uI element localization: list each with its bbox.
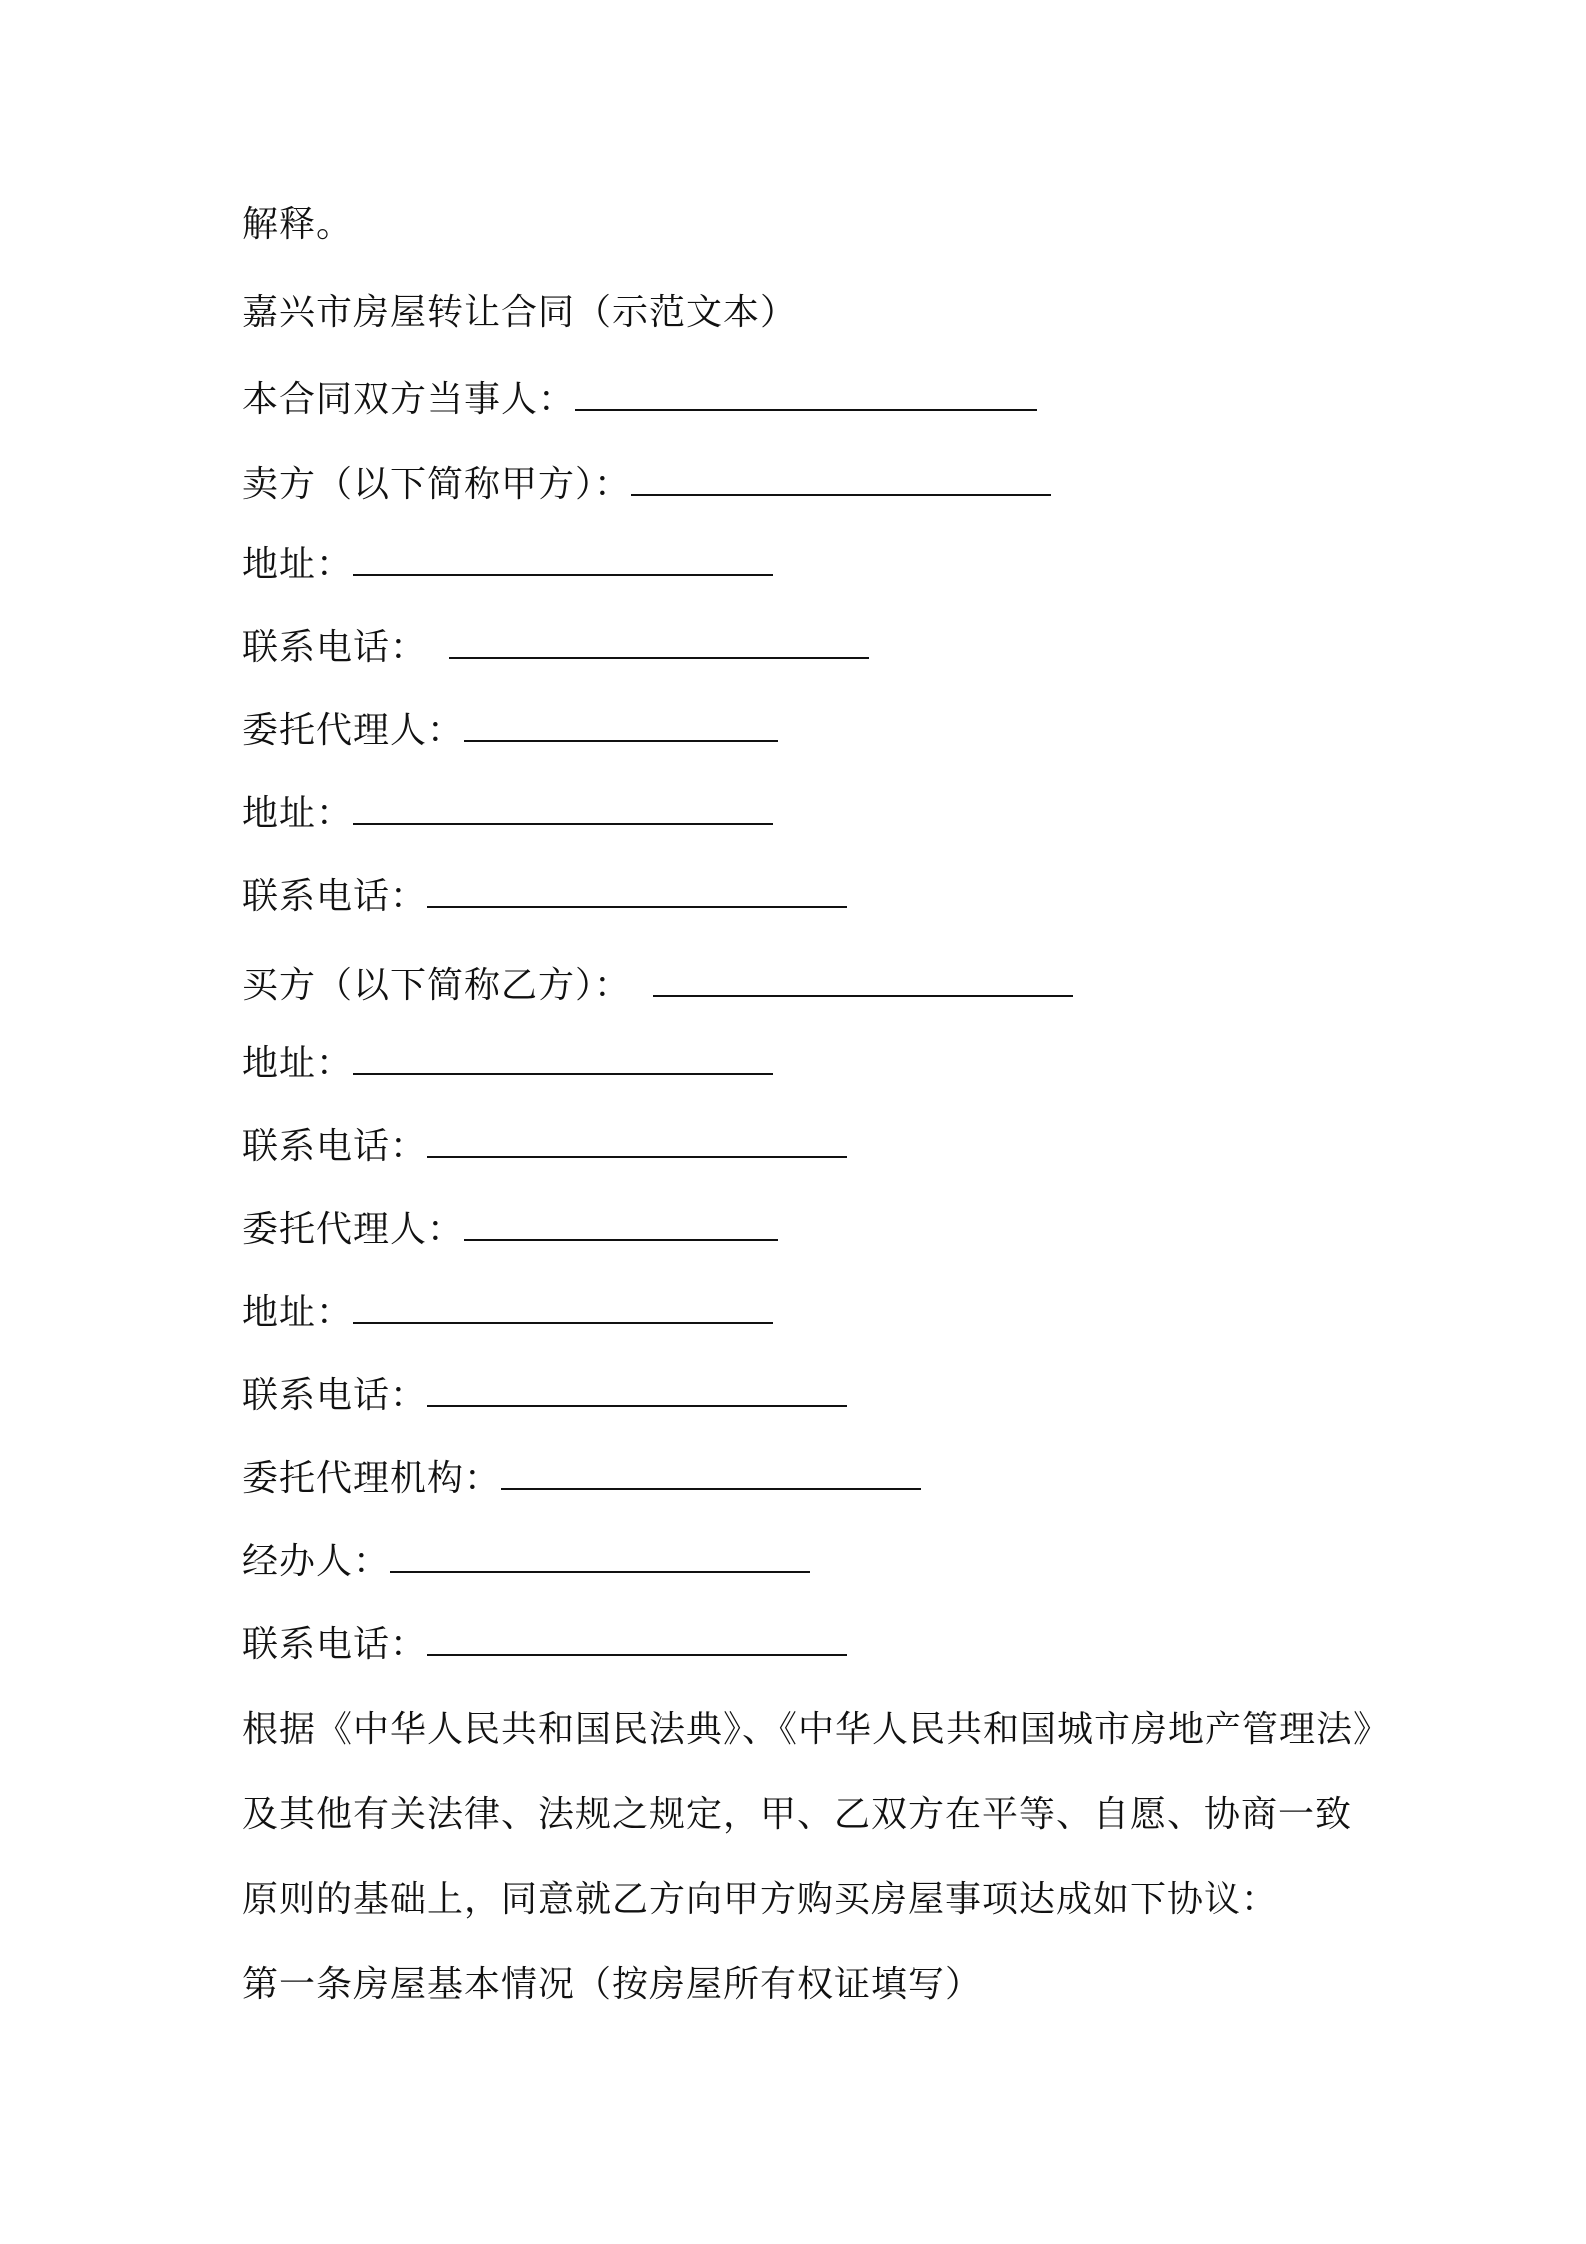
preamble-text-1: 根据《中华人民共和国民法典》、《中华人民共和国城市房地产管理法》 <box>242 1709 1391 1750</box>
seller-blank[interactable] <box>631 464 1051 496</box>
buyer-agent-phone-label: 联系电话： <box>242 1375 428 1416</box>
parties-line <box>242 376 1037 424</box>
contract-title <box>242 289 797 337</box>
buyer-agent-blank[interactable] <box>464 1209 778 1241</box>
buyer-blank[interactable] <box>653 965 1073 997</box>
seller-phone-label: 联系电话： <box>242 627 428 668</box>
seller-agent-line <box>242 707 778 755</box>
seller-agent-address-blank[interactable] <box>353 793 773 825</box>
buyer-phone-label: 联系电话： <box>242 1126 428 1167</box>
buyer-address-line <box>242 1040 773 1088</box>
seller-address-line <box>242 541 773 589</box>
preamble-paragraph-line-3 <box>242 1876 1278 1924</box>
buyer-agent-address-label: 地址： <box>242 1292 354 1333</box>
seller-phone-blank[interactable] <box>449 627 869 659</box>
seller-agent-label: 委托代理人： <box>242 710 465 751</box>
handler-phone-line <box>242 1621 847 1669</box>
handler-phone-label: 联系电话： <box>242 1624 428 1665</box>
buyer-agent-address-blank[interactable] <box>353 1292 773 1324</box>
buyer-phone-blank[interactable] <box>427 1126 847 1158</box>
seller-agent-blank[interactable] <box>464 710 778 742</box>
seller-agent-phone-line <box>242 873 847 921</box>
agency-blank[interactable] <box>501 1458 921 1490</box>
seller-agent-address-label: 地址： <box>242 793 354 834</box>
seller-phone-line <box>242 624 869 672</box>
preamble-text-3: 原则的基础上，同意就乙方向甲方购买房屋事项达成如下协议： <box>242 1879 1279 1920</box>
buyer-line <box>242 962 1073 1010</box>
buyer-agent-phone-line <box>242 1372 847 1420</box>
seller-line <box>242 461 1051 509</box>
seller-address-blank[interactable] <box>353 544 773 576</box>
agency-line <box>242 1455 921 1503</box>
handler-blank[interactable] <box>390 1541 810 1573</box>
article-1-heading <box>242 1961 982 2009</box>
buyer-address-label: 地址： <box>242 1043 354 1084</box>
buyer-agent-line <box>242 1206 778 1254</box>
parties-blank[interactable] <box>575 379 1037 411</box>
buyer-label: 买方（以下简称乙方）： <box>242 965 632 1006</box>
seller-agent-phone-blank[interactable] <box>427 876 847 908</box>
parties-label: 本合同双方当事人： <box>242 379 576 420</box>
buyer-agent-address-line <box>242 1289 773 1337</box>
handler-phone-blank[interactable] <box>427 1624 847 1656</box>
seller-agent-phone-label: 联系电话： <box>242 876 428 917</box>
buyer-agent-phone-blank[interactable] <box>427 1375 847 1407</box>
seller-label: 卖方（以下简称甲方）： <box>242 464 632 505</box>
preamble-paragraph-line-1 <box>242 1706 1390 1754</box>
handler-line <box>242 1538 810 1586</box>
continuation-text-content: 解释。 <box>242 204 354 245</box>
preamble-paragraph-line-2 <box>242 1791 1352 1839</box>
continuation-text <box>242 201 353 249</box>
seller-address-label: 地址： <box>242 544 354 585</box>
seller-agent-address-line <box>242 790 773 838</box>
article-1-text: 第一条房屋基本情况（按房屋所有权证填写） <box>242 1964 983 2005</box>
buyer-agent-label: 委托代理人： <box>242 1209 465 1250</box>
handler-label: 经办人： <box>242 1541 391 1582</box>
contract-title-text: 嘉兴市房屋转让合同（示范文本） <box>242 292 798 333</box>
preamble-text-2: 及其他有关法律、法规之规定，甲、乙双方在平等、自愿、协商一致 <box>242 1794 1353 1835</box>
buyer-phone-line <box>242 1123 847 1171</box>
buyer-address-blank[interactable] <box>353 1043 773 1075</box>
agency-label: 委托代理机构： <box>242 1458 502 1499</box>
